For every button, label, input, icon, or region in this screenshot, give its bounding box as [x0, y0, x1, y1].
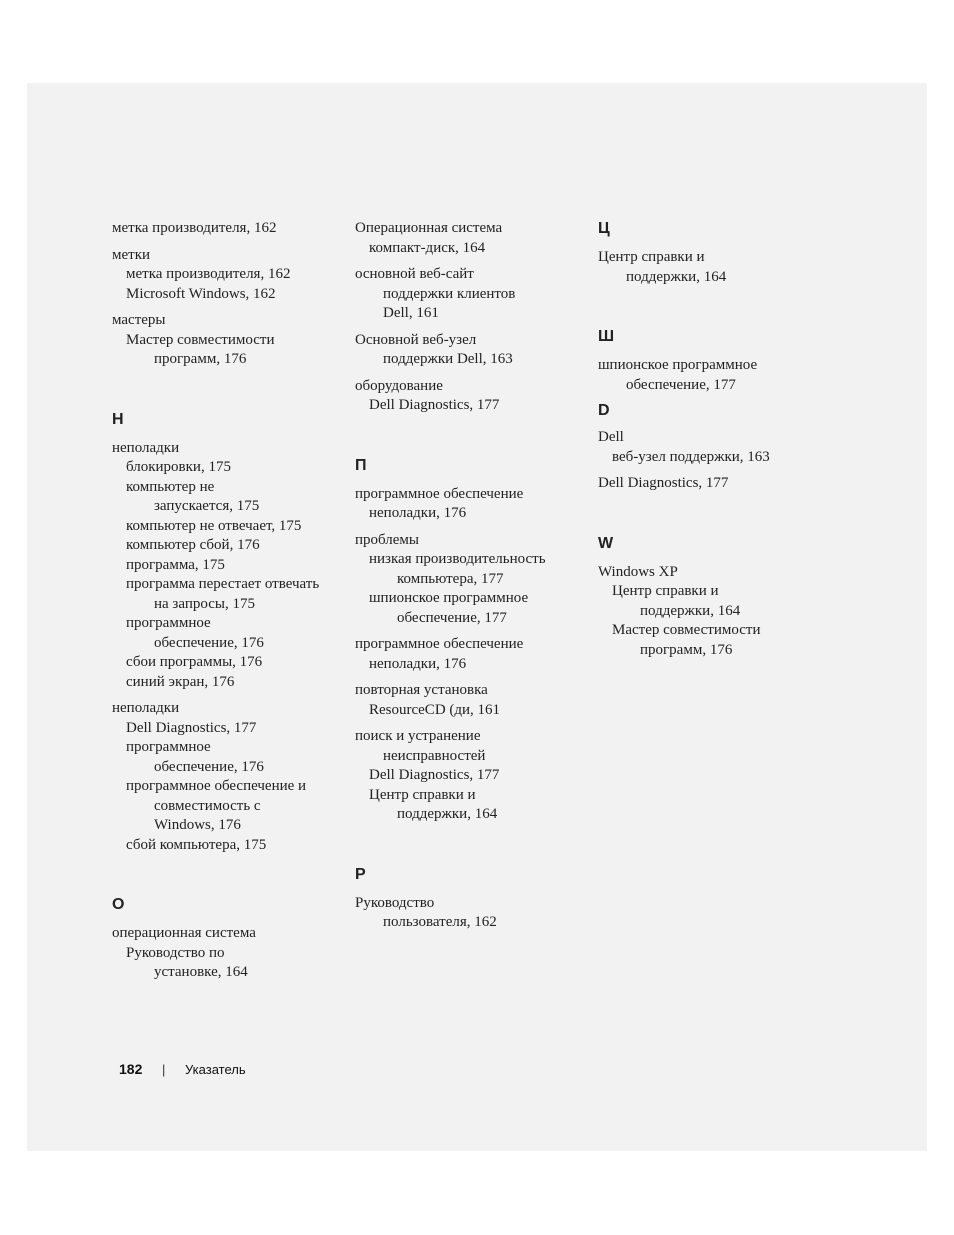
index-subterm: запускается, 175 — [154, 498, 260, 514]
index-entry-group — [112, 699, 347, 855]
index-term: программное обеспечение — [355, 636, 524, 652]
index-term: программное обеспечение — [355, 485, 524, 502]
index-term: Dell — [598, 429, 624, 445]
index-term: шпионское программное — [598, 357, 758, 373]
index-letter-heading: D — [598, 402, 610, 419]
index-subterm: Dell, 161 — [383, 305, 439, 321]
index-subterm: Dell Diagnostics, 177 — [369, 397, 500, 413]
index-subterm: ResourceCD (ди, 161 — [369, 701, 501, 718]
index-subterm: Мастер совместимости — [612, 622, 761, 638]
index-term: неполадки — [112, 439, 180, 456]
index-subterm: Windows, 176 — [154, 817, 241, 833]
index-subterm: поддержки Dell, 163 — [383, 351, 513, 367]
footer-separator: | — [161, 1062, 166, 1077]
index-subterm: Центр справки и — [369, 786, 476, 803]
index-subterm: сбой компьютера, 175 — [126, 836, 267, 853]
index-subterm: Мастер совместимости — [126, 331, 275, 348]
index-subterm: компьютер не — [126, 478, 215, 495]
index-entry-group — [355, 681, 590, 720]
index-entry-group — [598, 356, 833, 395]
index-letter-heading: W — [598, 534, 614, 552]
index-entry-group — [112, 311, 347, 370]
index-letter-heading: О — [112, 896, 125, 913]
index-subterm: поддержки, 164 — [640, 602, 741, 619]
index-subterm: Dell Diagnostics, 177 — [126, 719, 257, 736]
index-subterm: программа, 175 — [126, 556, 225, 573]
index-subterm: совместимость с — [154, 797, 261, 814]
index-subterm: неполадки, 176 — [369, 505, 467, 521]
index-entry-group — [355, 219, 590, 258]
index-subterm: неполадки, 176 — [369, 655, 467, 672]
index-term: метка производителя, 162 — [112, 220, 277, 236]
index-entry-group — [355, 635, 590, 674]
index-subterm: программное — [126, 615, 211, 631]
index-entry-group — [355, 727, 590, 825]
index-term: основной веб-сайт — [355, 266, 474, 282]
index-term: неполадки — [112, 700, 180, 716]
index-subterm: поддержки клиентов — [383, 285, 516, 302]
index-subterm: компьютер сбой, 176 — [126, 537, 260, 553]
index-subterm: компьютер не отвечает, 175 — [126, 517, 302, 534]
index-column-1 — [112, 219, 347, 983]
index-term: метки — [112, 246, 151, 263]
index-subterm: на запросы, 175 — [154, 595, 255, 612]
index-subterm: обеспечение, 176 — [154, 634, 264, 651]
index-subterm: обеспечение, 177 — [397, 609, 507, 626]
index-subterm: Центр справки и — [612, 583, 719, 599]
index-entry-group — [355, 265, 590, 324]
index-term: Основной веб-узел — [355, 331, 477, 348]
index-letter-heading: Ш — [598, 328, 615, 345]
index-entry-group — [598, 474, 833, 494]
index-entry-group — [598, 428, 833, 467]
index-term: Руководство — [355, 894, 435, 911]
index-term: Dell Diagnostics, 177 — [598, 475, 729, 491]
index-subterm: программ, 176 — [640, 641, 733, 658]
index-entry-group — [355, 894, 590, 933]
index-entry-group — [355, 485, 590, 524]
index-term: повторная установка — [355, 682, 488, 698]
index-letter-heading: Н — [112, 410, 124, 428]
index-subterm: метка производителя, 162 — [126, 266, 291, 282]
index-subterm: установке, 164 — [154, 964, 248, 980]
index-term: Центр справки и — [598, 249, 705, 265]
page-footer — [119, 1061, 246, 1077]
index-subterm: веб-узел поддержки, 163 — [612, 448, 770, 465]
index-subterm: поддержки, 164 — [397, 806, 498, 822]
index-entry-group — [112, 246, 347, 305]
index-letter-heading: Р — [355, 865, 366, 883]
index-subterm: Dell Diagnostics, 177 — [369, 767, 500, 783]
index-subterm: программное — [126, 739, 211, 755]
page-number: 182 — [119, 1061, 143, 1077]
index-entry-group — [598, 563, 833, 661]
index-subterm: компакт-диск, 164 — [369, 239, 486, 256]
index-subterm: обеспечение, 176 — [154, 758, 264, 775]
index-subterm: пользователя, 162 — [383, 914, 497, 930]
index-subterm: программ, 176 — [154, 351, 247, 367]
index-term: оборудование — [355, 377, 443, 394]
index-entry-group — [112, 439, 347, 693]
index-subterm: поддержки, 164 — [626, 268, 727, 285]
index-term: Операционная система — [355, 220, 503, 236]
index-entry-group — [112, 924, 347, 983]
index-term: поиск и устранение — [355, 728, 481, 744]
index-subterm: шпионское программное — [369, 590, 529, 606]
index-term: Windows XP — [598, 563, 678, 580]
index-subterm: Руководство по — [126, 944, 225, 961]
index-subterm: неисправностей — [383, 747, 486, 764]
index-subterm: программное обеспечение и — [126, 778, 307, 794]
index-subterm: синий экран, 176 — [126, 673, 235, 690]
index-entry-group — [355, 331, 590, 370]
index-subterm: блокировки, 175 — [126, 459, 231, 475]
index-entry-group — [112, 219, 347, 239]
index-letter-heading: Ц — [598, 220, 610, 237]
index-term: проблемы — [355, 531, 419, 548]
section-name: Указатель — [185, 1062, 246, 1077]
index-subterm: компьютера, 177 — [397, 570, 504, 587]
index-column-2 — [355, 219, 590, 933]
index-subterm: сбои программы, 176 — [126, 654, 263, 670]
index-subterm: Microsoft Windows, 162 — [126, 285, 276, 302]
index-entry-group — [355, 531, 590, 629]
index-subterm: обеспечение, 177 — [626, 376, 736, 393]
index-term: операционная система — [112, 925, 256, 941]
index-term: мастеры — [112, 312, 166, 328]
index-column-3 — [598, 219, 833, 660]
index-letter-heading: П — [355, 456, 367, 474]
index-subterm: низкая производительность — [369, 551, 546, 567]
index-subterm: программа перестает отвечать — [126, 576, 320, 592]
index-entry-group — [355, 377, 590, 416]
index-entry-group — [598, 248, 833, 287]
